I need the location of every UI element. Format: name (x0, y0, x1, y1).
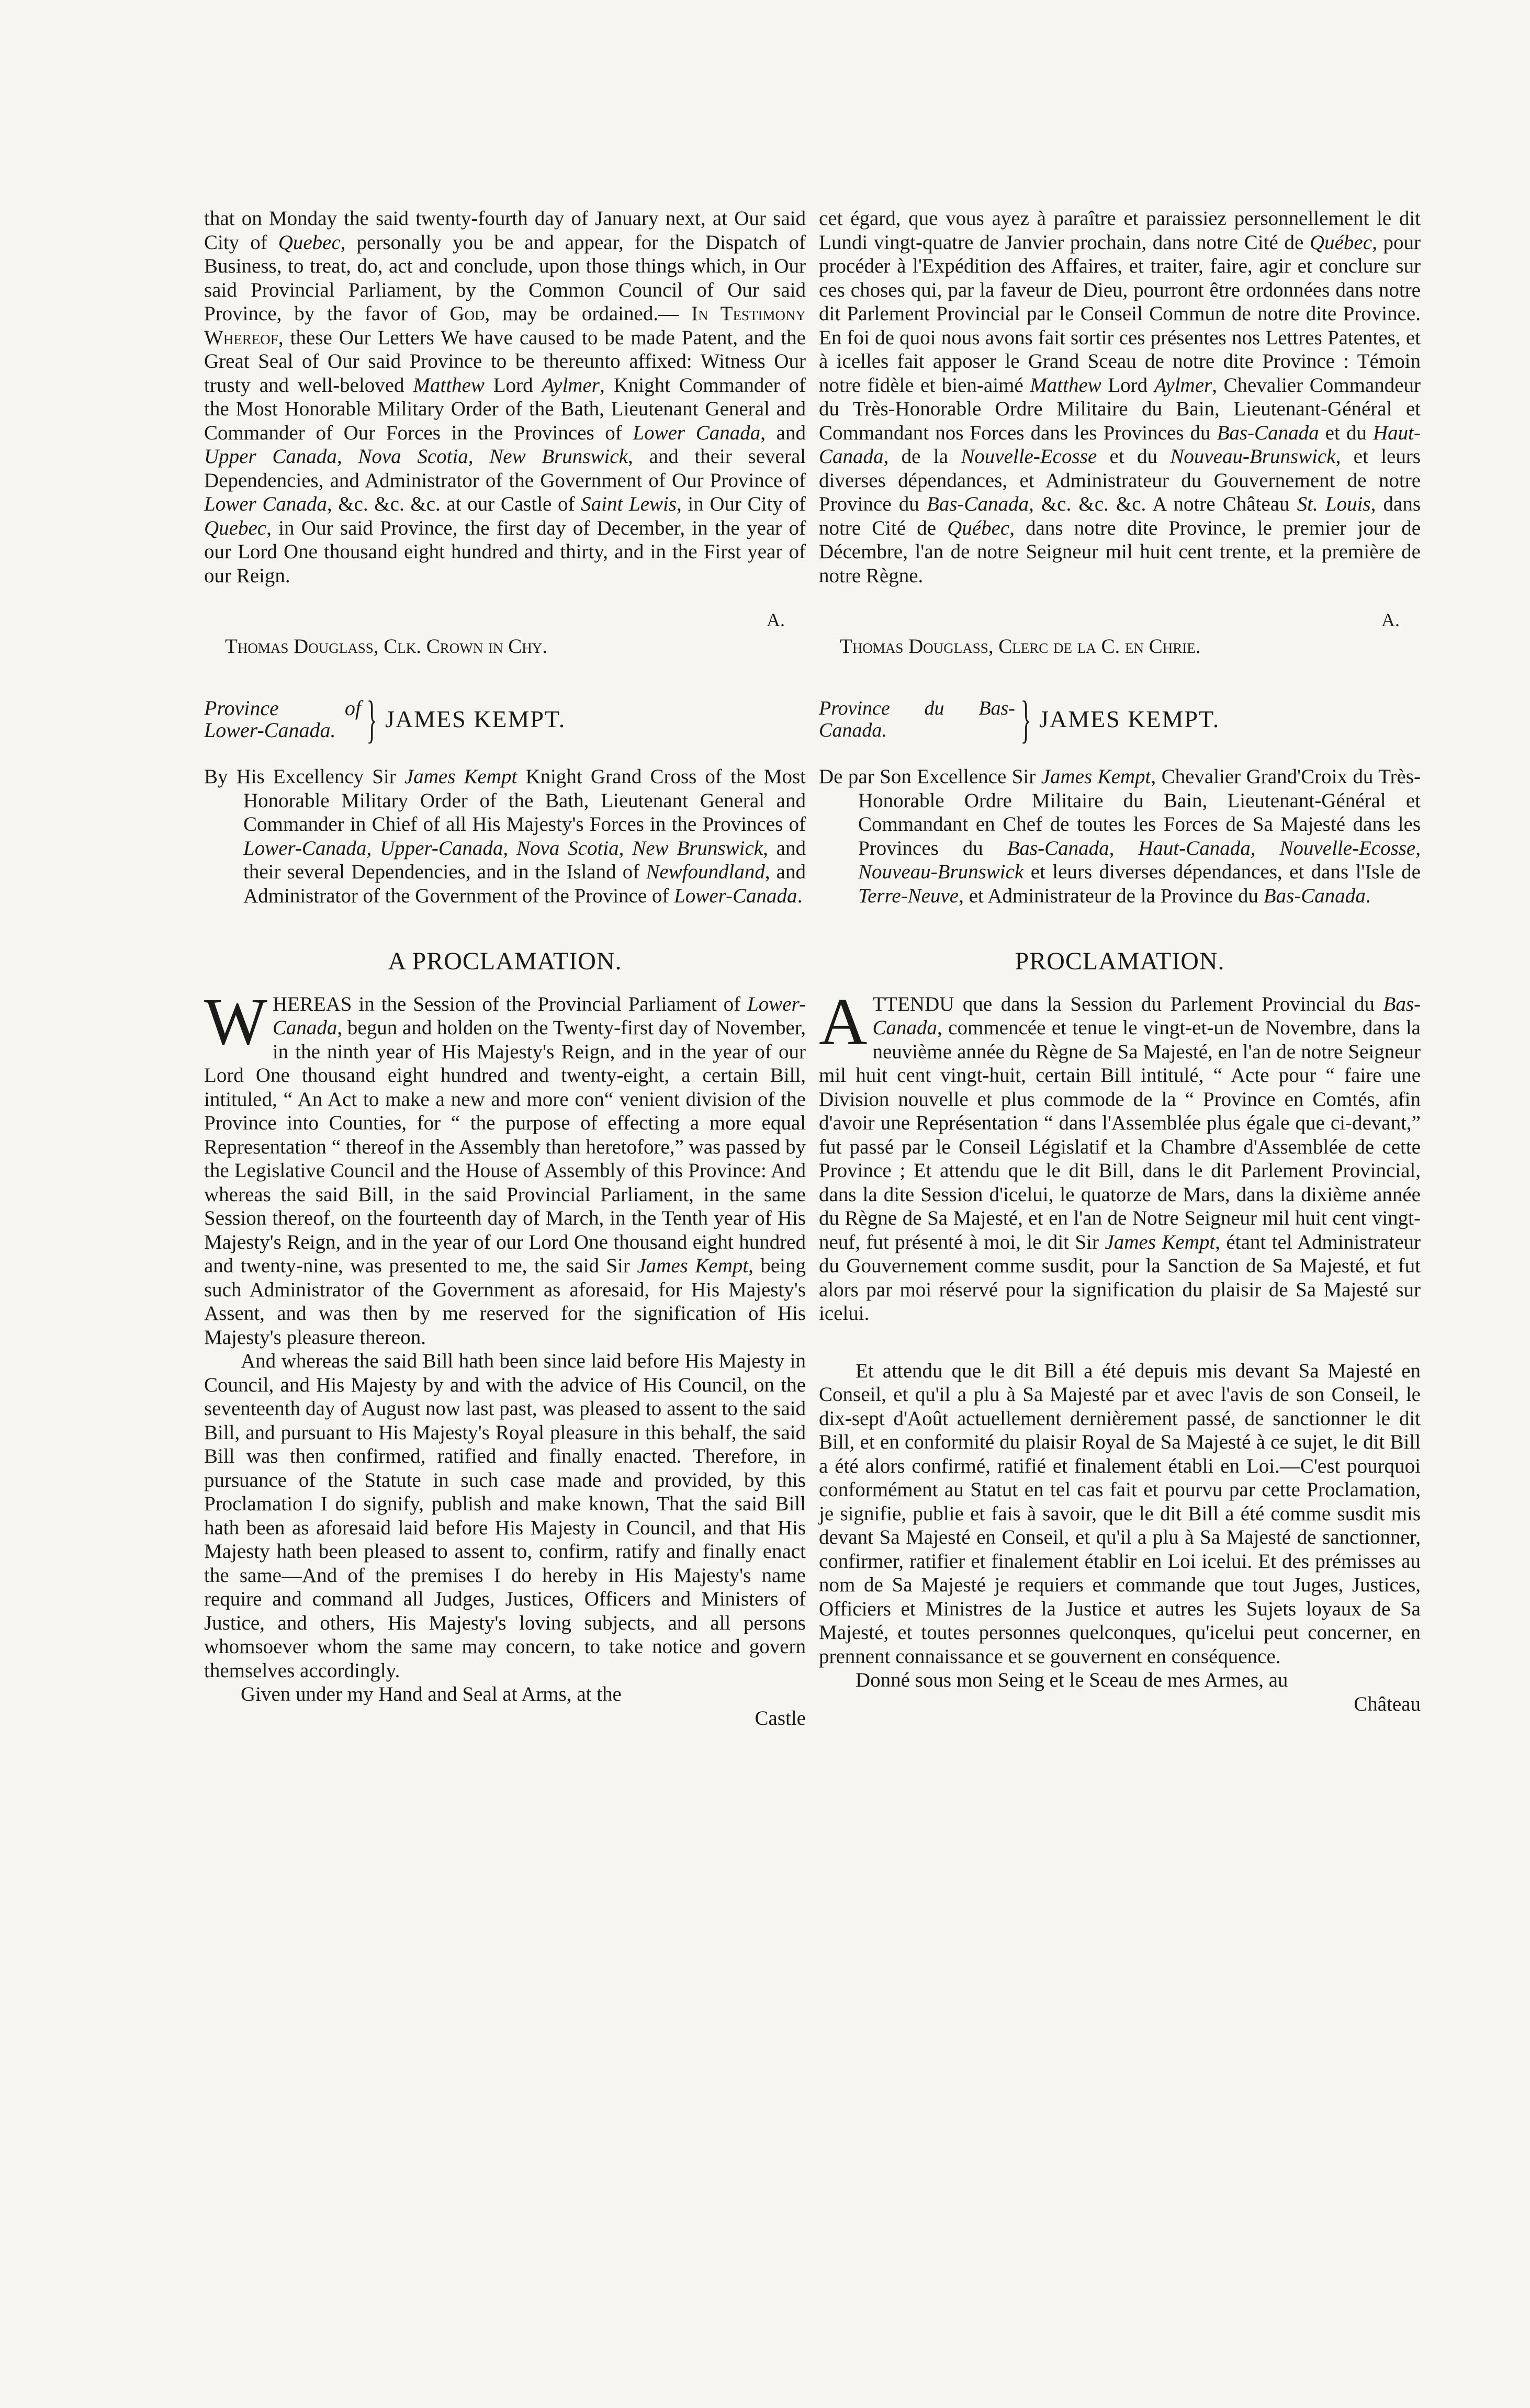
text-run: . (797, 884, 803, 907)
clerk-signature: Thomas Douglass, Clerc de la C. en Chrie. (840, 635, 1201, 658)
text-run: , in Our City of (676, 493, 806, 515)
text-run: , et Administrateur de la Province du (959, 884, 1264, 907)
governor-name: JAMES KEMPT. (1039, 706, 1220, 733)
text-run: , &c. &c. &c. at our Castle of (327, 493, 581, 515)
excellency-paragraph (819, 765, 1421, 908)
excellency-paragraph (204, 765, 806, 908)
drop-cap: W (204, 984, 267, 1059)
text-run: Quebec (204, 516, 267, 539)
french-column (819, 207, 1421, 1716)
text-run: Bas-Canada, Haut-Canada, Nouvelle-Ecosse, Nouveau-Brunswick (858, 836, 1421, 883)
text-run: Lower-Canada (272, 992, 806, 1039)
text-run: Québec (947, 516, 1010, 539)
text-run: Nouveau-Brunswick (1170, 445, 1336, 468)
text-run: James Kempt (404, 765, 518, 788)
text-run: , &c. &c. &c. A notre Château (1028, 493, 1297, 515)
text-run: Haut-Canada (819, 421, 1421, 468)
text-run: , and their several Dependencies, and Administrator of the Government of Our Province of (204, 445, 806, 492)
brace-glyph: } (366, 690, 377, 748)
whereas-paragraph (204, 984, 806, 1350)
province-label: Province du Bas-Canada. (819, 697, 1015, 741)
text-run: Lower Canada (204, 493, 327, 515)
text-run: , étant tel Administrateur du Gouvernement comme susdit, pour la Sanction de Sa Majesté, et fut alors par moi réservé pour la signification du plaisir de Sa Majesté sur icelui. (819, 1230, 1421, 1325)
text-run: HEREAS in the Session of the Provincial Parliament of (272, 992, 748, 1015)
text-run: , et leurs diverses dépendances, et Administrateur du Gouvernement de notre Province du (819, 445, 1421, 515)
province-governor-block (819, 690, 1421, 748)
given-line: Given under my Hand and Seal at Arms, at the (241, 1683, 622, 1705)
given-line: Donné sous mon Seing et le Sceau de mes Armes, au (856, 1669, 1288, 1691)
governor-name: JAMES KEMPT. (385, 706, 566, 733)
text-run: . (1365, 884, 1371, 907)
paragraph-gap (819, 1326, 1421, 1359)
text-run: , personally you be and appear, for the Dispatch of Business, to treat, do, act and conclude, upon those things which, in Our said Provincial Parliament, by the Common Council of Our said Province, by the favor of (204, 231, 806, 325)
text-run: Lower Canada (633, 421, 761, 444)
text-run: St. Louis (1297, 493, 1371, 515)
catchword: Château (1354, 1692, 1421, 1715)
clerk-signature: Thomas Douglass, Clk. Crown in Chy. (225, 635, 548, 658)
text-run: , Chevalier Commandeur du Très-Honorable Ordre Militaire du Bain, Lieutenant-Général et Commandant nos Forces dans les Provinces du (819, 374, 1421, 444)
text-run: , de la (883, 445, 961, 468)
text-run: et du (1097, 445, 1171, 468)
text-run: Lower-Canada (674, 884, 797, 907)
text-run: that on Monday the said twenty-fourth day of January next, at Our said City of (204, 207, 806, 254)
text-run: Québec (1309, 231, 1372, 254)
text-run: By His Excellency Sir (204, 765, 404, 788)
text-run: , dans notre Cité de (819, 493, 1421, 539)
text-run: Terre-Neuve (858, 884, 959, 907)
opening-paragraph (204, 207, 806, 587)
signature-initial: A. (1381, 609, 1400, 630)
text-run: Knight Grand Cross of the Most Honorable Military Order of the Bath, Lieutenant General and Commander in Chief of all His Majesty's Forces in the Provinces of (243, 765, 806, 835)
attendu-paragraph (819, 984, 1421, 1326)
text-run: Lower-Canada, Upper-Canada, Nova Scotia, New Brunswick (243, 836, 763, 860)
text-run: James Kempt (637, 1254, 749, 1277)
text-run: James Kempt (1041, 765, 1151, 788)
text-run: Aylmer (1154, 374, 1212, 397)
proclamation-title: PROCLAMATION. (1015, 947, 1225, 975)
text-run: , dans notre dite Province, le premier jour de Décembre, l'an de notre Seigneur mil huit cent trente, et la première de notre Règne. (819, 516, 1421, 587)
province-governor-block (204, 690, 806, 748)
text-run: et leurs diverses dépendances, et dans l'Isle de (1023, 861, 1421, 883)
text-run: Lord (1101, 374, 1154, 397)
text-run: Matthew (413, 374, 485, 397)
text-run: Upper Canada, Nova Scotia, New Brunswick (204, 445, 628, 468)
text-run: Newfoundland (646, 861, 765, 883)
text-run: , and Administrator of the Government of the Province of (243, 861, 806, 907)
text-run: Bas-Canada (926, 493, 1029, 515)
text-run: Bas-Canada (872, 992, 1421, 1039)
text-run: , and (760, 421, 806, 444)
body-paragraph: And whereas the said Bill hath been since laid before His Majesty in Council, and His Majesty by and with the advice of His Council, on the seventeenth day of August now last past, was pleased to assent to the said Bill, and pursuant to His Majesty's Royal pleasure in this behalf, the said Bill was then confirmed, ratified and finally enacted. Therefore, in pursuance of the Statute in such case made and provided, by this Proclamation I do signify, publish and make known, That the said Bill hath been as aforesaid laid before His Majesty in Council, and that His Majesty hath been pleased to assent to, confirm, ratify and finally enact the same—And of the premises I do hereby in His Majesty's name require and command all Judges, Justices, Officers and Ministers of Justice, and others, His Majesty's loving subjects, and all persons whomsoever whom the same may concern, to take notice and govern themselves accordingly. (204, 1350, 806, 1682)
signature-initial: A. (767, 609, 785, 630)
body-paragraph: Et attendu que le dit Bill a été depuis mis devant Sa Majesté en Conseil, et qu'il a plu à Sa Majesté par et avec l'avis de son Conseil, le dix-sept d'Août actuellement dernièrement passé, de sanctionner le dit Bill, et en conformité du plaisir Royal de Sa Majesté à ce sujet, le dit Bill a été alors confirmé, ratifié et finalement établi en Loi.—C'est pourquoi conformément au Statut en tel cas fait et pourvu par cette Proclamation, je signifie, publie et fais à savoir, que le dit Bill a été comme susdit mis devant Sa Majesté en Conseil, et qu'il a plu à Sa Majesté de sanctionner, confirmer, ratifier et finalement établir en Loi icelui. Et des prémisses au nom de Sa Majesté je requiers et commande que tout Juges, Justices, Officiers et Ministres de la Justice et autres les Sujets loyaux de Sa Majesté, et toutes personnes quelconques, qu'icelui peut concerner, en prennent connaissance et se gouvernent en conséquence. (819, 1359, 1421, 1668)
text-run: Bas-Canada (1263, 884, 1366, 907)
text-run: , Knight Commander of the Most Honorable Military Order of the Bath, Lieutenant General and Commander of Our Forces in the Provinces of (204, 374, 806, 444)
text-run: Matthew (1030, 374, 1101, 397)
text-run: , pour procéder à l'Expédition des Affaires, et traiter, faire, agir et conclure sur ces choses qui, par la faveur de Dieu, pourront être ordonnées dans notre dit Parlement Provincial par le Conseil Commun de notre dite Province. En foi de quoi nous avons fait sortir ces présentes nos Lettres Patentes, et à icelles fait apposer le Grand Sceau de notre dite Province : Témoin notre fidèle et bien-aimé (819, 231, 1421, 397)
text-run: James Kempt (1105, 1230, 1216, 1253)
text-run: , and their several Dependencies, and in the Island of (243, 836, 806, 883)
text-run: cet égard, que vous ayez à paraître et paraissiez personnellement le dit Lundi vingt-quatre de Janvier prochain, dans notre Cité de (819, 207, 1421, 254)
english-column (204, 207, 806, 1730)
text-run: these Our Letters We have caused to be made Patent, and the Great Seal of Our said Province to be thereunto affixed: Witness Our trusty and well-beloved (204, 326, 806, 397)
text-run: , Chevalier Grand'Croix du Très-Honorable Ordre Militaire du Bain, Lieutenant-Général et Commandant en Chef de toutes les Forces de Sa Majesté dans les Provinces du (858, 765, 1421, 860)
text-run: Lord (484, 374, 542, 397)
text-run: , being such Administrator of the Government as aforesaid, for His Majesty's Assent, and was then by me reserved for the signification of His Majesty's pleasure thereon. (204, 1254, 806, 1349)
text-run: God (449, 302, 485, 325)
text-run: Bas-Canada (1217, 421, 1319, 444)
province-label: Province of Lower-Canada. (204, 696, 361, 742)
proclamation-title: A PROCLAMATION. (388, 947, 622, 975)
text-run: , begun and holden on the Twenty-first day of November, in the ninth year of His Majesty's Reign, and in the year of our Lord One thousand eight hundred and twenty-eight, a certain Bill, intituled, “ An Act to make a new and more con“ venient division of the Province into Counties, for “ the purpose of effecting a more equal Representation “ thereof in the Assembly than heretofore,” was passed by the Legislative Council and the House of Assembly of this Province: And whereas the said Bill, in the said Provincial Parliament, in the same Session thereof, on the fourteenth day of March, in the Tenth year of His Majesty's Reign, and in the year of our Lord One thousand eight hundred and twenty-nine, was presented to me, the said Sir (204, 1016, 806, 1277)
text-run: Saint Lewis (581, 493, 677, 515)
text-run: TTENDU que dans la Session du Parlement Provincial du (872, 992, 1383, 1015)
text-run: et du (1319, 421, 1373, 444)
text-run: Nouvelle-Ecosse (961, 445, 1097, 468)
brace-glyph: } (1020, 690, 1031, 748)
drop-cap: A (819, 984, 868, 1059)
text-run: Aylmer (542, 374, 600, 397)
text-run: , in Our said Province, the first day of December, in the year of our Lord One thousand eight hundred and thirty, and in the First year of our Reign. (204, 516, 806, 587)
text-run: , commencée et tenue le vingt-et-un de Novembre, dans la neuvième année du Règne de Sa Majesté, en l'an de notre Seigneur mil huit cent vingt-huit, certain Bill intitulé, “ Acte pour “ faire une Division nouvelle et plus commode de la “ Province en Comtés, afin d'avoir une Représentation “ dans l'Assemblée plus égale que ci-devant,” fut passé par le Conseil Législatif et la Chambre d'Assemblée de cette Province ; Et attendu que le dit Bill, dans le dit Parlement Provincial, dans la dite Session d'icelui, le quatorze de Mars, dans la dixième année du Règne de Sa Majesté, et en l'an de Notre Seigneur mil huit cent vingt-neuf, fut présenté à moi, le dit Sir (819, 1016, 1421, 1253)
testimony-heading: In Testimony Whereof, (204, 302, 806, 349)
catchword: Castle (755, 1706, 806, 1729)
text-run: , may be ordained.— (485, 302, 691, 325)
text-run: De par Son Excellence Sir (819, 765, 1041, 788)
opening-paragraph (819, 207, 1421, 587)
text-run: Quebec (278, 231, 341, 254)
